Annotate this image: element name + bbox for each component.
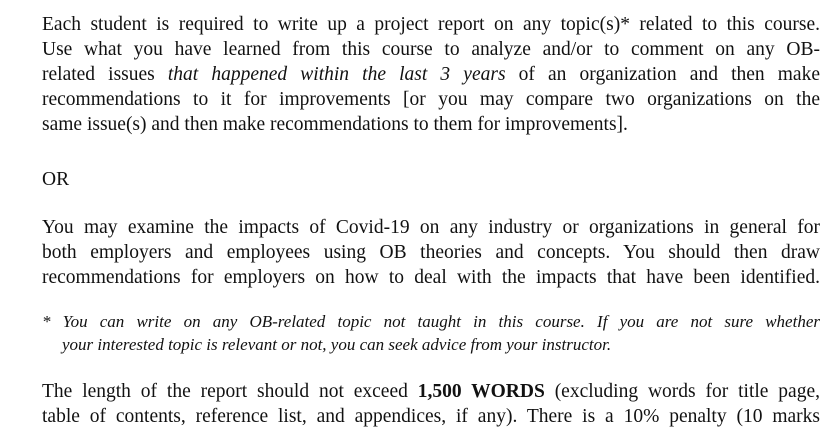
text-line <box>42 380 820 404</box>
or-label: OR <box>42 169 70 190</box>
text-line <box>42 63 820 87</box>
text-line: table of contents, reference list, and appendices, if any). There is a 10% penalty (10 marks <box>42 406 820 427</box>
footnote-line: * You can write on any OB-related topic not taught in this course. If you are not sure whether <box>42 312 820 331</box>
text-line: same issue(s) and then make recommendations to them for improvements]. <box>42 114 628 135</box>
text-segment: of an organization and then make <box>505 64 820 85</box>
footnote-line: your interested topic is relevant or not, you can seek advice from your instructor. <box>62 335 612 354</box>
text-line: recommendations to it for improvements [or you may compare two organizations on the <box>42 89 820 110</box>
text-segment: The length of the report should not exceed <box>42 381 418 402</box>
text-segment: related issues <box>42 64 168 85</box>
word-limit: 1,500 WORDS <box>417 381 545 402</box>
text-segment: (excluding words for title page, <box>544 381 820 402</box>
text-line: Each student is required to write up a project report on any topic(s)* related to this course. <box>42 14 820 35</box>
italic-emphasis: that happened within the last 3 years <box>167 64 506 85</box>
text-line: Use what you have learned from this course to analyze and/or to comment on any OB- <box>42 39 820 60</box>
text-line: recommendations for employers on how to deal with the impacts that have been identified. <box>42 267 820 288</box>
text-line: You may examine the impacts of Covid-19 on any industry or organizations in general for <box>42 217 820 238</box>
text-line: both employers and employees using OB theories and concepts. You should then draw <box>42 242 820 263</box>
